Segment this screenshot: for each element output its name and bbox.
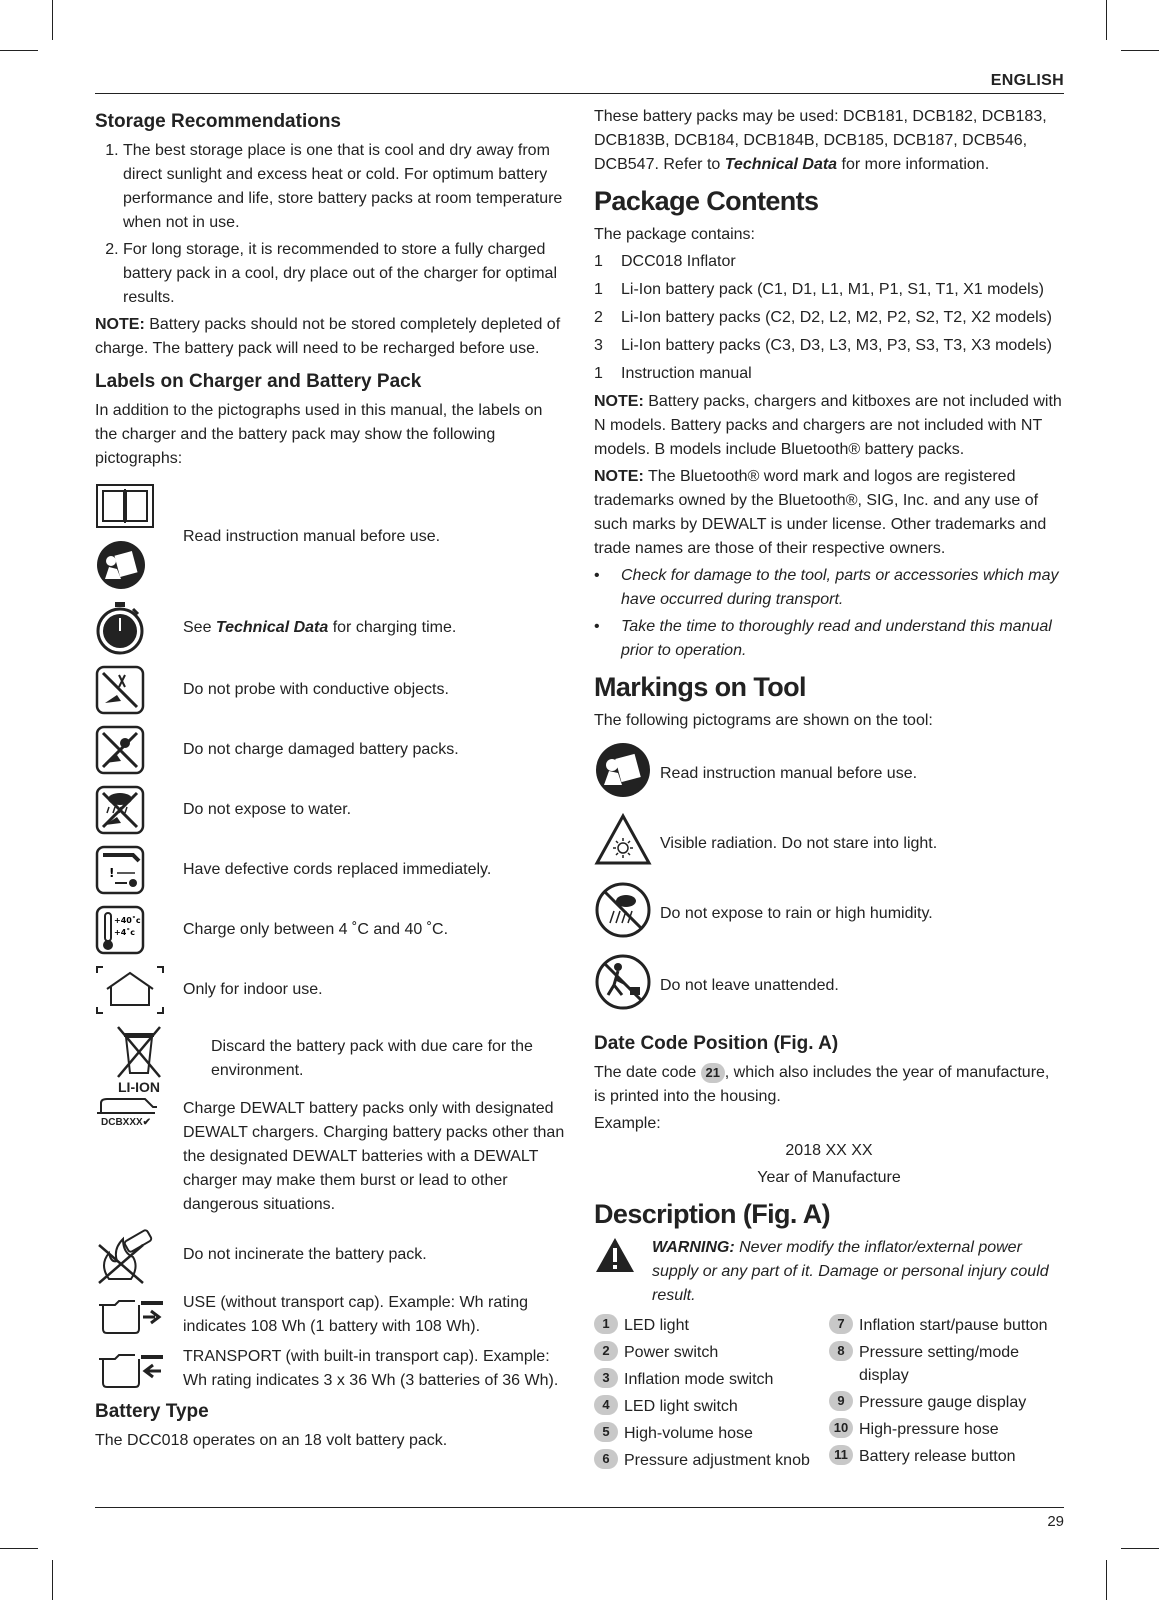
pictograph-text: Read instruction manual before use. xyxy=(183,528,441,545)
quantity: 3 xyxy=(594,337,603,354)
li-ion-label: LI-ION xyxy=(118,1079,160,1095)
list-item: 2. For long storage, it is recommended to store a fully charged battery pack in a cool, dry place out of the charger for optimal results. xyxy=(123,238,565,310)
labels-heading: Labels on Charger and Battery Pack xyxy=(95,371,422,392)
date-code-badge: 21 xyxy=(701,1063,725,1083)
pictograph-text: TRANSPORT (with built-in transport cap). Example: Wh rating indicates 3 x 36 Wh (3 batteries of 36 Wh). xyxy=(183,1348,559,1389)
crop-mark xyxy=(52,0,53,40)
bullet-text: Check for damage to the tool, parts or accessories which may have occurred during transport. xyxy=(621,567,1059,608)
list-item xyxy=(594,306,1064,330)
pictograph-text: Do not incinerate the battery pack. xyxy=(183,1246,427,1263)
item-text: Pressure adjustment knob xyxy=(624,1452,810,1469)
number-badge: 6 xyxy=(594,1449,618,1469)
quantity: 2 xyxy=(594,309,603,326)
marking-row xyxy=(594,953,1064,1019)
number-badge: 11 xyxy=(829,1445,853,1465)
no-damaged-battery-icon xyxy=(95,725,183,775)
number-badge: 10 xyxy=(829,1418,853,1438)
list-item xyxy=(594,1314,829,1337)
number-badge: 9 xyxy=(829,1391,853,1411)
number-badge: 3 xyxy=(594,1368,618,1388)
manual-icon xyxy=(95,483,183,591)
crop-mark xyxy=(0,1548,38,1549)
pictograph-dewalt-charger xyxy=(95,1097,565,1217)
pictograph-cords xyxy=(95,845,565,895)
header-rule xyxy=(95,93,1064,94)
svg-text:!: ! xyxy=(109,866,115,880)
list-item xyxy=(594,1368,829,1391)
pictograph-text: USE (without transport cap). Example: Wh rating indicates 108 Wh (1 battery with 108 Wh). xyxy=(183,1294,529,1335)
battery-transport-icon xyxy=(95,1349,183,1389)
item-text: LED light switch xyxy=(624,1398,738,1415)
pictograph-damaged xyxy=(95,725,565,775)
description-list xyxy=(594,1314,1064,1476)
pictograph-text: Do not expose to water. xyxy=(183,801,352,818)
bullet-text: Take the time to thoroughly read and understand this manual prior to operation. xyxy=(621,618,1052,659)
crop-mark xyxy=(1121,1548,1159,1549)
list-item xyxy=(594,615,1064,663)
pictograph-text: Have defective cords replaced immediately. xyxy=(183,861,492,878)
text-part: See xyxy=(183,619,216,636)
weee-bin-icon xyxy=(95,1023,183,1095)
marking-text: Read instruction manual before use. xyxy=(660,765,918,782)
note-text: The Bluetooth® word mark and logos are registered trademarks owned by the Bluetooth®, SIG, Inc. and any use of such marks by DEWALT is under license. Other trademarks and trade names are those of their respective owners. xyxy=(594,468,1047,557)
defective-cord-icon xyxy=(95,845,183,895)
no-fire-icon xyxy=(95,1225,183,1285)
note-text: Battery packs, chargers and kitboxes are not included with N models. Battery packs and chargers are not included with NT models. B models include Bluetooth® battery packs. xyxy=(594,393,1062,458)
marking-row xyxy=(594,813,1064,875)
warning-block xyxy=(594,1236,1064,1308)
item-text: LED light xyxy=(624,1317,689,1334)
pictograph-incinerate xyxy=(95,1225,565,1285)
left-column xyxy=(95,105,565,1456)
item-text: Instruction manual xyxy=(621,365,752,382)
item-text: Power switch xyxy=(624,1344,719,1361)
example-label: Example: xyxy=(594,1115,661,1132)
pictograph-text: Only for indoor use. xyxy=(183,981,323,998)
pictograph-use xyxy=(95,1291,565,1339)
warning-text xyxy=(652,1236,1064,1308)
markings-heading: Markings on Tool xyxy=(594,672,806,702)
item-text: Inflation mode switch xyxy=(624,1371,774,1388)
crop-mark xyxy=(0,50,38,51)
pictograph-discard xyxy=(95,1023,565,1095)
pictograph-temperature xyxy=(95,905,565,955)
package-list xyxy=(594,250,1064,386)
list-item xyxy=(594,1341,829,1364)
text-part: The date code xyxy=(594,1064,701,1081)
number-badge: 4 xyxy=(594,1395,618,1415)
crop-mark xyxy=(1121,50,1159,51)
list-item: 1. The best storage place is one that is cool and dry away from direct sunlight and excess heat or cold. For optimum battery performance and life, store battery packs at room temperature when not in use. xyxy=(123,139,565,235)
list-item xyxy=(594,250,1064,274)
pictograph-text: Charge DEWALT battery packs only with designated DEWALT chargers. Charging battery packs other than the designated DEWALT batteries with a DEWALT charger may make them burst or lead to other dangerous situations. xyxy=(183,1100,565,1213)
footer-rule xyxy=(95,1507,1064,1508)
list-item xyxy=(594,564,1064,612)
text-part: , which also includes the year of manufacture, is printed into the housing. xyxy=(594,1064,1050,1105)
description-col-left xyxy=(594,1314,829,1476)
number-badge: 8 xyxy=(829,1341,853,1361)
pictograph-transport xyxy=(95,1345,565,1393)
marking-text: Visible radiation. Do not stare into light. xyxy=(660,835,938,852)
pictograph-indoor xyxy=(95,965,565,1015)
storage-note xyxy=(95,313,565,361)
svg-text:+4˚c: +4˚c xyxy=(114,928,136,937)
quantity: 1 xyxy=(594,253,603,270)
number-badge: 7 xyxy=(829,1314,853,1334)
pictograph-water xyxy=(95,785,565,835)
crop-mark xyxy=(1106,0,1107,40)
no-rain-icon xyxy=(594,881,660,947)
description-col-right xyxy=(829,1314,1064,1476)
item-text: Inflation start/pause button xyxy=(859,1317,1048,1334)
list-item xyxy=(829,1341,1064,1387)
note-text: Battery packs should not be stored completely depleted of charge. The battery pack will need to be recharged before use. xyxy=(95,316,561,357)
item-text: Pressure gauge display xyxy=(859,1394,1027,1411)
crop-mark xyxy=(52,1560,53,1600)
marking-text: Do not leave unattended. xyxy=(660,977,839,994)
number-badge: 1 xyxy=(594,1314,618,1334)
list-item xyxy=(594,1422,829,1445)
note-label: NOTE: xyxy=(95,316,145,333)
storage-list xyxy=(95,139,565,310)
text-part: for more information. xyxy=(837,156,990,173)
thermometer-icon xyxy=(95,905,183,955)
list-item xyxy=(594,334,1064,358)
bullet-icon: • xyxy=(594,618,600,635)
note-label: NOTE: xyxy=(594,393,644,410)
list-item xyxy=(829,1391,1064,1414)
pictograph-text: Charge only between 4 ˚C and 40 ˚C. xyxy=(183,921,449,938)
package-note-2 xyxy=(594,465,1064,561)
list-item xyxy=(594,1395,829,1418)
package-contents-heading: Package Contents xyxy=(594,186,819,216)
item-text: Li-Ion battery packs (C2, D2, L2, M2, P2, S2, T2, X2 models) xyxy=(621,309,1053,326)
number-badge: 5 xyxy=(594,1422,618,1442)
page-number: 29 xyxy=(1047,1513,1064,1530)
list-item xyxy=(829,1314,1064,1337)
pictograph-technical-data xyxy=(95,601,565,655)
warning-label: WARNING: xyxy=(652,1239,735,1256)
description-heading: Description (Fig. A) xyxy=(594,1199,830,1229)
svg-text:+40˚c: +40˚c xyxy=(114,916,141,925)
item-text: Pressure setting/mode display xyxy=(859,1344,1020,1384)
no-water-icon xyxy=(95,785,183,835)
list-item xyxy=(594,1449,829,1472)
date-code-heading: Date Code Position (Fig. A) xyxy=(594,1033,839,1054)
pictograph-text: Do not charge damaged battery packs. xyxy=(183,741,459,758)
do-not-leave-icon xyxy=(594,953,660,1019)
list-item xyxy=(594,278,1064,302)
number-badge: 2 xyxy=(594,1341,618,1361)
no-probe-icon xyxy=(95,665,183,715)
marking-row xyxy=(594,741,1064,807)
labels-intro: In addition to the pictographs used in this manual, the labels on the charger and the battery pack may show the following pictographs: xyxy=(95,402,543,467)
warning-body: Never modify the inflator/external power supply or any part of it. Damage or personal injury could result. xyxy=(652,1239,1049,1304)
date-code-text xyxy=(594,1061,1064,1109)
language-label: ENGLISH xyxy=(990,72,1064,89)
right-column xyxy=(594,105,1064,1476)
crop-mark xyxy=(1106,1560,1107,1600)
list-item xyxy=(829,1418,1064,1441)
battery-type-heading: Battery Type xyxy=(95,1401,209,1422)
item-text: Battery release button xyxy=(859,1448,1016,1465)
example-caption: Year of Manufacture xyxy=(757,1169,901,1186)
bullet-icon: • xyxy=(594,567,600,584)
item-text: High-pressure hose xyxy=(859,1421,999,1438)
item-text: Li-Ion battery packs (C3, D3, L3, M3, P3, S3, T3, X3 models) xyxy=(621,337,1053,354)
marking-text: Do not expose to rain or high humidity. xyxy=(660,905,933,922)
battery-use-icon xyxy=(95,1295,183,1335)
battery-packs-text xyxy=(594,105,1064,177)
package-bullets xyxy=(594,564,1064,663)
package-note-1 xyxy=(594,390,1064,462)
pictograph-text: Do not probe with conductive objects. xyxy=(183,681,449,698)
quantity: 1 xyxy=(594,281,603,298)
marking-row xyxy=(594,881,1064,947)
note-label: NOTE: xyxy=(594,468,644,485)
text-part: These battery packs may be used: DCB181, DCB182, DCB183, DCB183B, DCB184, DCB184B, DCB185, DCB187, DCB546, DCB547. Refer to xyxy=(594,108,1047,173)
technical-data-ref: Technical Data xyxy=(215,619,329,636)
item-text: Li-Ion battery pack (C1, D1, L1, M1, P1, S1, T1, X1 models) xyxy=(621,281,1045,298)
item-text: DCC018 Inflator xyxy=(621,253,736,270)
technical-data-ref: Technical Data xyxy=(724,156,838,173)
list-item xyxy=(829,1445,1064,1468)
quantity: 1 xyxy=(594,365,603,382)
markings-intro: The following pictograms are shown on the tool: xyxy=(594,712,933,729)
pictograph-probe xyxy=(95,665,565,715)
storage-heading: Storage Recommendations xyxy=(95,111,341,132)
pictograph-text xyxy=(183,616,565,640)
dcbxxx-label: DCBXXX✔ xyxy=(101,1117,152,1128)
warning-icon xyxy=(594,1236,652,1308)
example-value: 2018 XX XX xyxy=(785,1142,873,1159)
indoor-house-icon xyxy=(95,965,183,1015)
pictograph-text: Discard the battery pack with due care for the environment. xyxy=(211,1038,533,1079)
radiation-warning-icon xyxy=(594,813,660,875)
item-text: High-volume hose xyxy=(624,1425,753,1442)
read-manual-icon xyxy=(594,741,660,807)
text-part: for charging time. xyxy=(328,619,457,636)
stopwatch-icon xyxy=(95,601,183,655)
list-item xyxy=(594,362,1064,386)
battery-type-text: The DCC018 operates on an 18 volt battery pack. xyxy=(95,1432,448,1449)
battery-charger-icon xyxy=(95,1097,183,1129)
pictograph-read-manual xyxy=(95,483,565,591)
package-intro: The package contains: xyxy=(594,226,755,243)
